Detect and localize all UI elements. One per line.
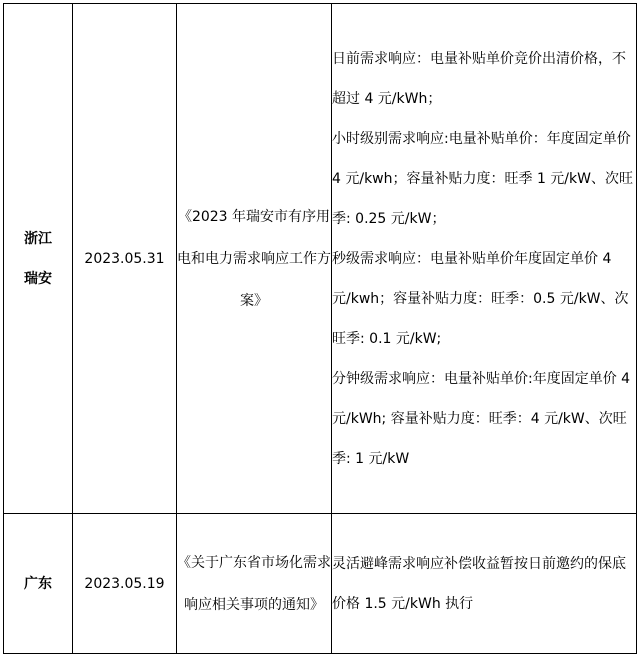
region-cell: [4, 514, 73, 654]
date-cell: 2023.05.31: [73, 4, 177, 514]
policy-detail-cell: [332, 514, 637, 654]
detail-paragraph: 日前需求响应：电量补贴单价竞价出清价格，不超过 4 元/kWh；: [332, 50, 626, 107]
region-name: 浙江: [24, 230, 52, 247]
policy-table: [3, 3, 637, 654]
policy-detail-cell: [332, 4, 637, 514]
table-row: [4, 4, 637, 514]
policy-title-cell: 《关于广东省市场化需求响应相关事项的通知》: [177, 514, 332, 654]
policy-title-cell: 《2023 年瑞安市有序用电和电力需求响应工作方案》: [177, 4, 332, 514]
detail-paragraph: 分钟级需求响应：电量补贴单价:年度固定单价 4 元/kWh; 容量补贴力度：旺季：4 元/kW、次旺季: 1 元/kW: [332, 370, 631, 467]
table-row: [4, 514, 637, 654]
region-name: 广东: [24, 575, 52, 592]
detail-paragraph: 秒级需求响应：电量补贴单价年度固定单价 4 元/kwh；容量补贴力度：旺季：0.5 元/kW、次旺季: 0.1 元/kW;: [332, 250, 629, 347]
detail-paragraph: 小时级别需求响应:电量补贴单价：年度固定单价 4 元/kwh；容量补贴力度：旺季 1 元/kW、次旺季: 0.25 元/kW；: [332, 130, 633, 227]
date-cell: 2023.05.19: [73, 514, 177, 654]
detail-paragraph: 灵活避峰需求响应补偿收益暂按日前邀约的保底价格 1.5 元/kWh 执行: [332, 555, 626, 612]
region-cell: [4, 4, 73, 514]
region-city: 瑞安: [24, 270, 52, 287]
